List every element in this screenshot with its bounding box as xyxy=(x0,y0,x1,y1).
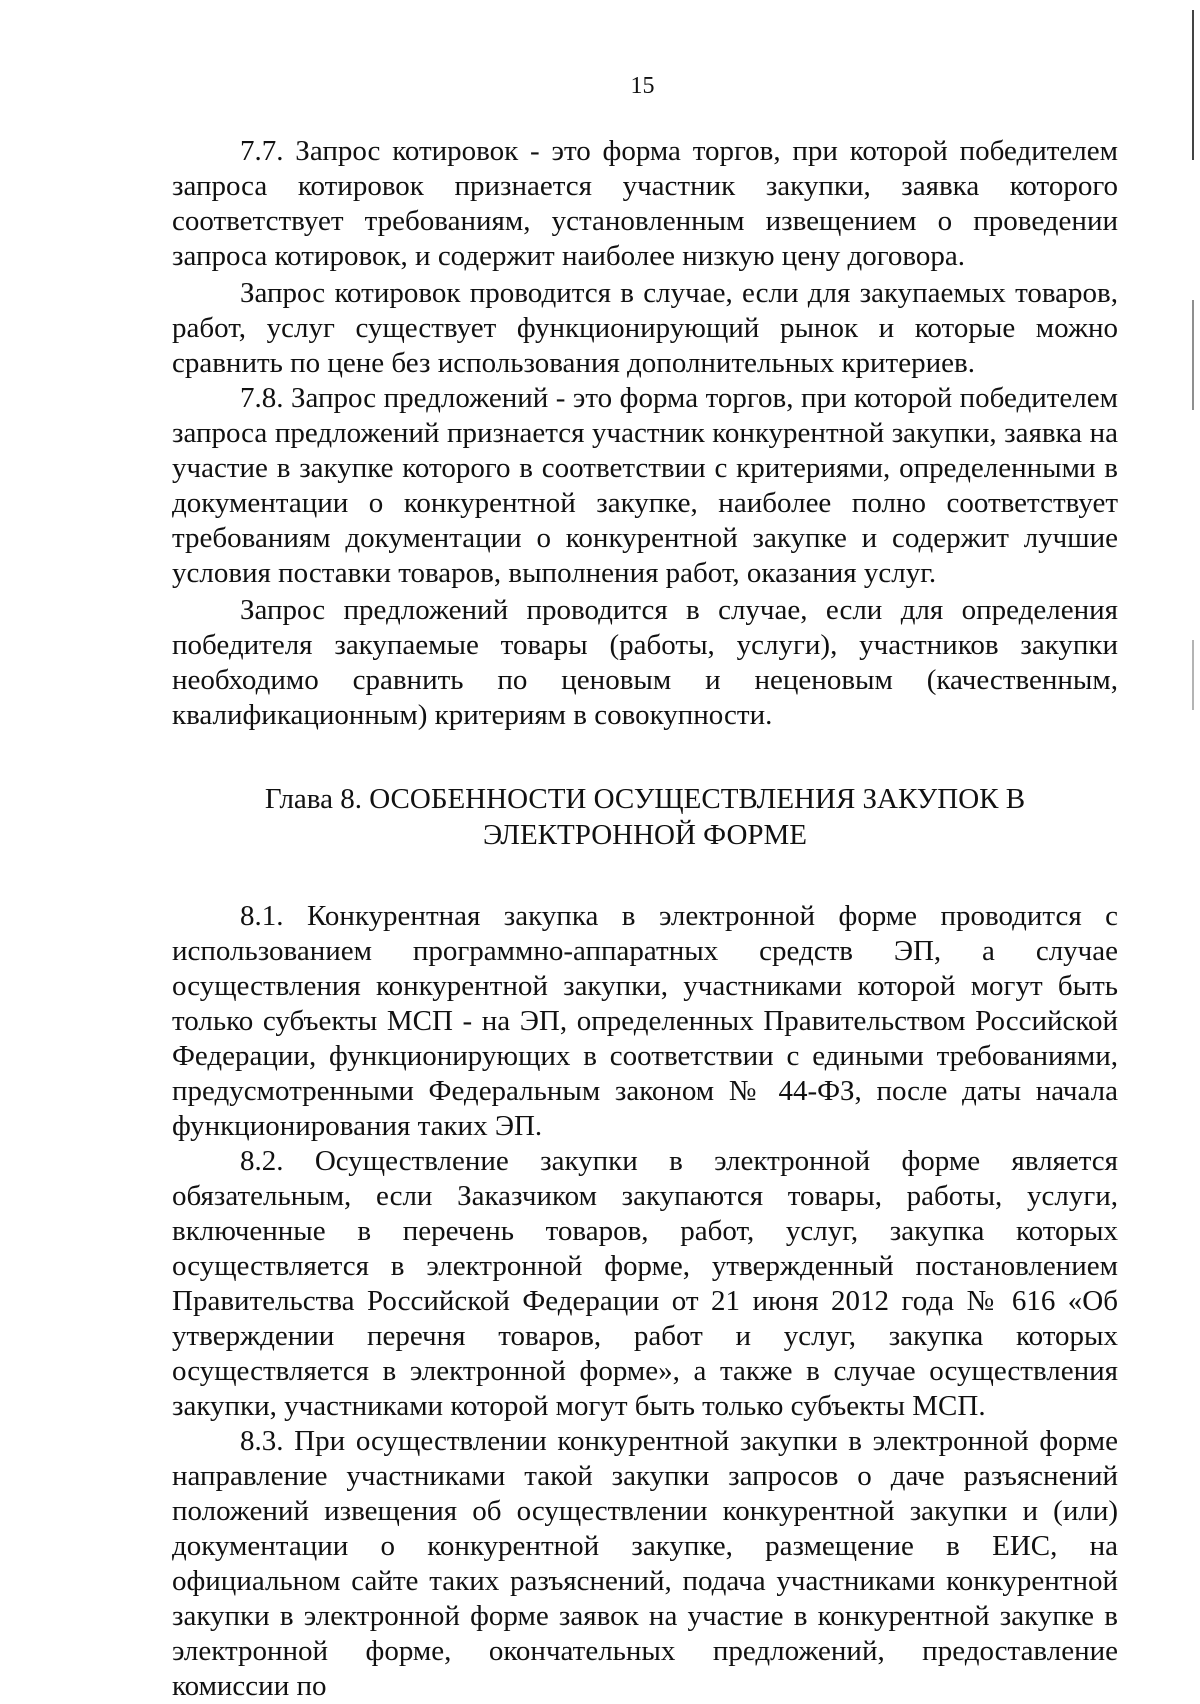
paragraph-8-1: 8.1. Конкурентная закупка в электронной форме проводится с использованием программно-аппаратных средств ЭП, а случае осуществления конкурентной закупки, участниками которой могут быть только субъекты МСП - на ЭП, определенных Правительством Российской Федерации, функционирующих в соответствии с едиными требованиями, предусмотренными Федеральным законом № 44-ФЗ, после даты начала функционирования таких ЭП. xyxy=(172,900,1118,1142)
paragraph-7-8: 7.8. Запрос предложений - это форма торгов, при которой победителем запроса предложений признается участник конкурентной закупки, заявка на участие в закупке которого в соответствии с критериями, определенными в документации о конкурентной закупке, наиболее полно соответствует требованиям документации о конкурентной закупке и содержит лучшие условия поставки товаров, выполнения работ, оказания услуг. xyxy=(172,382,1118,589)
chapter-heading xyxy=(172,781,1118,853)
chapter-heading-line-2: ЭЛЕКТРОННОЙ ФОРМЕ xyxy=(482,819,808,851)
paragraph-8-2: 8.2. Осуществление закупки в электронной форме является обязательным, если Заказчиком закупаются товары, работы, услуги, включенные в перечень товаров, работ, услуг, закупка которых осуществляется в электронной форме, утвержденный постановлением Правительства Российской Федерации от 21 июня 2012 года № 616 «Об утверждении перечня товаров, работ и услуг, закупка которых осуществляется в электронной форме», а также в случае осуществления закупки, участниками которой могут быть только субъекты МСП. xyxy=(172,1145,1118,1422)
scan-edge-mark-low xyxy=(1192,640,1194,710)
document-body xyxy=(172,134,1118,1704)
paragraph-8-3: 8.3. При осуществлении конкурентной закупки в электронной форме направление участниками такой закупки запросов о даче разъяснений положений извещения об осуществлении конкурентной закупки и (или) документации о конкурентной закупке, размещение в ЕИС, на официальном сайте таких разъяснений, подача участниками конкурентной закупки в электронной форме заявок на участие в конкурентной закупке в электронной форме, окончательных предложений, предоставление комиссии по xyxy=(172,1425,1118,1702)
chapter-heading-line-1: Глава 8. ОСОБЕННОСТИ ОСУЩЕСТВЛЕНИЯ ЗАКУПОК В xyxy=(264,783,1026,815)
scan-edge-mark-mid xyxy=(1192,300,1194,410)
paragraph-7-8-note: Запрос предложений проводится в случае, если для определения победителя закупаемые товары (работы, услуги), участников закупки необходимо сравнить по ценовым и неценовым (качественным, квалификационным) критериям в совокупности. xyxy=(172,594,1118,731)
paragraph-7-7-note: Запрос котировок проводится в случае, если для закупаемых товаров, работ, услуг существует функционирующий рынок и которые можно сравнить по цене без использования дополнительных критериев. xyxy=(172,277,1118,379)
paragraph-7-7: 7.7. Запрос котировок - это форма торгов, при которой победителем запроса котировок признается участник закупки, заявка которого соответствует требованиям, установленным извещением о проведении запроса котировок, и содержит наиболее низкую цену договора. xyxy=(172,135,1118,272)
scan-edge-mark-top xyxy=(1192,10,1194,160)
page-number: 15 xyxy=(630,73,655,99)
